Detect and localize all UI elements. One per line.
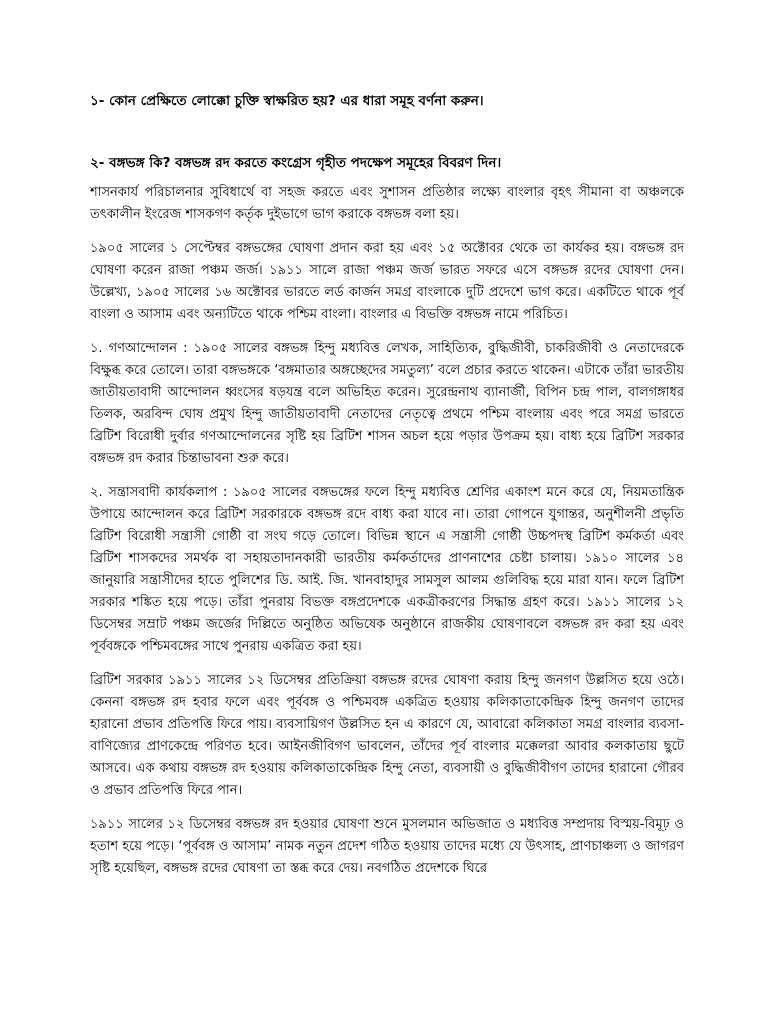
paragraph-definition: শাসনকার্য পরিচালনার সুবিধার্থে বা সহজ করতে এবং সুশাসন প্রতিষ্ঠার লক্ষ্যে বাংলার বৃহৎ সীমানা বা অঞ্চলকে তৎকালীন ইংরেজ শাসকগণ কর্তৃক দুইভাগে ভাগ করাকে বঙ্গভঙ্গ বলা হয়।	[90, 185, 684, 222]
paragraph-hindu-reaction: ব্রিটিশ সরকার ১৯১১ সালের ১২ ডিসেম্বর প্রতিক্রিয়া বঙ্গভঙ্গ রদের ঘোষণা করায় হিন্দু জনগণ উল্লসিত হয়ে ওঠে। কেননা বঙ্গভঙ্গ রদ হবার ফলে এবং পূর্ববঙ্গ ও পশ্চিমবঙ্গ একত্রিত হওয়ায় কলিকাতাকেন্দ্রিক হিন্দু জনগণ তাদের হারানো প্রভাব প্রতিপত্তি ফিরে পায়। ব্যবসায়িগণ উল্লসিত হন এ কারণে যে, আবারো কলিকাতা সমগ্র বাংলার ব্যবসা-বাণিজ্যের প্রাণকেন্দ্রে পরিণত হবে। আইনজীবিগণ ভাবলেন, তাঁদের পূর্ব বাংলার মক্কেলরা আবার কলকাতায় ছুটে আসবে। এক কথায় বঙ্গভঙ্গ রদ হওয়ায় কলিকাতাকেন্দ্রিক হিন্দু নেতা, ব্যবসায়ী ও বুদ্ধিজীবীগণ তাদের হারানো গৌরব ও প্রভাব প্রতিপত্তি ফিরে পান।	[90, 673, 684, 798]
document-page	[90, 80, 684, 892]
question-2: ২- বঙ্গভঙ্গ কি? বঙ্গভঙ্গ রদ করতে কংগ্রেস গৃহীত পদক্ষেপ সমূহের বিবরণ দিন।	[90, 155, 502, 171]
question-1: ১- কোন প্রেক্ষিতে লোক্কো চুক্তি স্বাক্ষরিত হয়? এর ধারা সমূহ বর্ণনা করুন।	[90, 93, 484, 109]
paragraph-history: ১৯০৫ সালের ১ সেপ্টেম্বর বঙ্গভঙ্গের ঘোষণা প্রদান করা হয় এবং ১৫ অক্টোবর থেকে তা কার্যকর হয়। বঙ্গভঙ্গ রদ ঘোষণা করেন রাজা পঞ্চম জর্জ। ১৯১১ সালে রাজা পঞ্চম জর্জ ভারত সফরে এসে বঙ্গভঙ্গ রদের ঘোষণা দেন। উল্লেখ্য, ১৯০৫ সালের ১৬ অক্টোবর ভারতে লর্ড কার্জন সমগ্র বাংলাকে দুটি প্রদেশে ভাগ করে। একটিতে থাকে পূর্ব বাংলা ও আসাম এবং অন্যটিতে থাকে পশ্চিম বাংলা। বাংলার এ বিভক্তি বঙ্গভঙ্গ নামে পরিচিত।	[90, 241, 684, 322]
paragraph-muslim-reaction: ১৯১১ সালের ১২ ডিসেম্বর বঙ্গভঙ্গ রদ হওয়ার ঘোষণা শুনে মুসলমান অভিজাত ও মধ্যবিত্ত সম্প্রদায় বিস্ময়-বিমূঢ় ও হতাশ হয়ে পড়ে। ‘পূর্ববঙ্গ ও আসাম’ নামক নতুন প্রদেশ গঠিত হওয়ায় তাদের মধ্যে যে উৎসাহ, প্রাণচাঞ্চল্য ও জাগরণ সৃষ্টি হয়েছিল, বঙ্গভঙ্গ রদের ঘোষণা তা স্তব্ধ করে দেয়। নবগঠিত প্রদেশকে ঘিরে	[90, 817, 684, 876]
paragraph-mass-movement: ১. গণআন্দোলন : ১৯০৫ সালের বঙ্গভঙ্গ হিন্দু মধ্যবিত্ত লেখক, সাহিত্যিক, বুদ্ধিজীবী, চাকরিজীবী ও নেতাদেরকে বিক্ষুব্ধ করে তোলে। তারা বঙ্গভঙ্গকে ‘বঙ্গমাতার অঙ্গচ্ছেদের সমতুল্য’ বলে প্রচার করতে থাকেন। এটাকে তাঁরা ভারতীয় জাতীয়তাবাদী আন্দোলন ধ্বংসের ষড়যন্ত্র বলে অভিহিত করেন। সুরেন্দ্রনাথ ব্যানার্জী, বিপিন চন্দ্র পাল, বালগঙ্গাধর তিলক, অরবিন্দ ঘোষ প্রমুখ হিন্দু জাতীয়তাবাদী নেতাদের নেতৃত্বে প্রথমে পশ্চিম বাংলায় এবং পরে সমগ্র ভারতে ব্রিটিশ বিরোধী দুর্বার গণআন্দোলনের সৃষ্টি হয় ব্রিটিশ শাসন অচল হয়ে পড়ার উপক্রম হয়। বাধ্য হয়ে ব্রিটিশ সরকার বঙ্গভঙ্গ রদ করার চিন্তাভাবনা শুরু করে।	[90, 341, 685, 466]
paragraph-terrorist-activities: ২. সন্ত্রাসবাদী কার্যকলাপ : ১৯০৫ সালের বঙ্গভঙ্গের ফলে হিন্দু মধ্যবিত্ত শ্রেণির একাংশ মনে করে যে, নিয়মতান্ত্রিক উপায়ে আন্দোলন করে ব্রিটিশ সরকারকে বঙ্গভঙ্গ রদে বাধ্য করা যাবে না। তারা গোপনে যুগান্তর, অনুশীলনী প্রভৃতি ব্রিটিশ বিরোধী সন্ত্রাসী গোষ্ঠী বা সংঘ গড়ে তোলে। বিভিন্ন স্থানে এ সন্ত্রাসী গোষ্ঠী উচ্চপদস্থ ব্রিটিশ কর্মকর্তা এবং ব্রিটিশ শাসকদের সমর্থক বা সহায়তাদানকারী ভারতীয় কর্মকর্তাদের প্রাণনাশের চেষ্টা চালায়। ১৯১০ সালের ১৪ জানুয়ারি সন্ত্রাসীদের হাতে পুলিশের ডি. আই. জি. খানবাহাদুর সামসুল আলম গুলিবিদ্ধ হয়ে মারা যান। ফলে ব্রিটিশ সরকার শঙ্কিত হয়ে পড়ে। তাঁরা পুনরায় বিভক্ত বঙ্গপ্রদেশকে একত্রীকরণের সিদ্ধান্ত গ্রহণ করে। ১৯১১ সালের ১২ ডিসেম্বর সম্রাট পঞ্চম জর্জের দিল্লিতে অনুষ্ঠিত অভিষেক অনুষ্ঠানে রাজকীয় ঘোষণাবলে বঙ্গভঙ্গ রদ করা হয় এবং পূর্ববঙ্গকে পশ্চিমবঙ্গের সাথে পুনরায় একত্রিত করা হয়।	[90, 485, 684, 654]
